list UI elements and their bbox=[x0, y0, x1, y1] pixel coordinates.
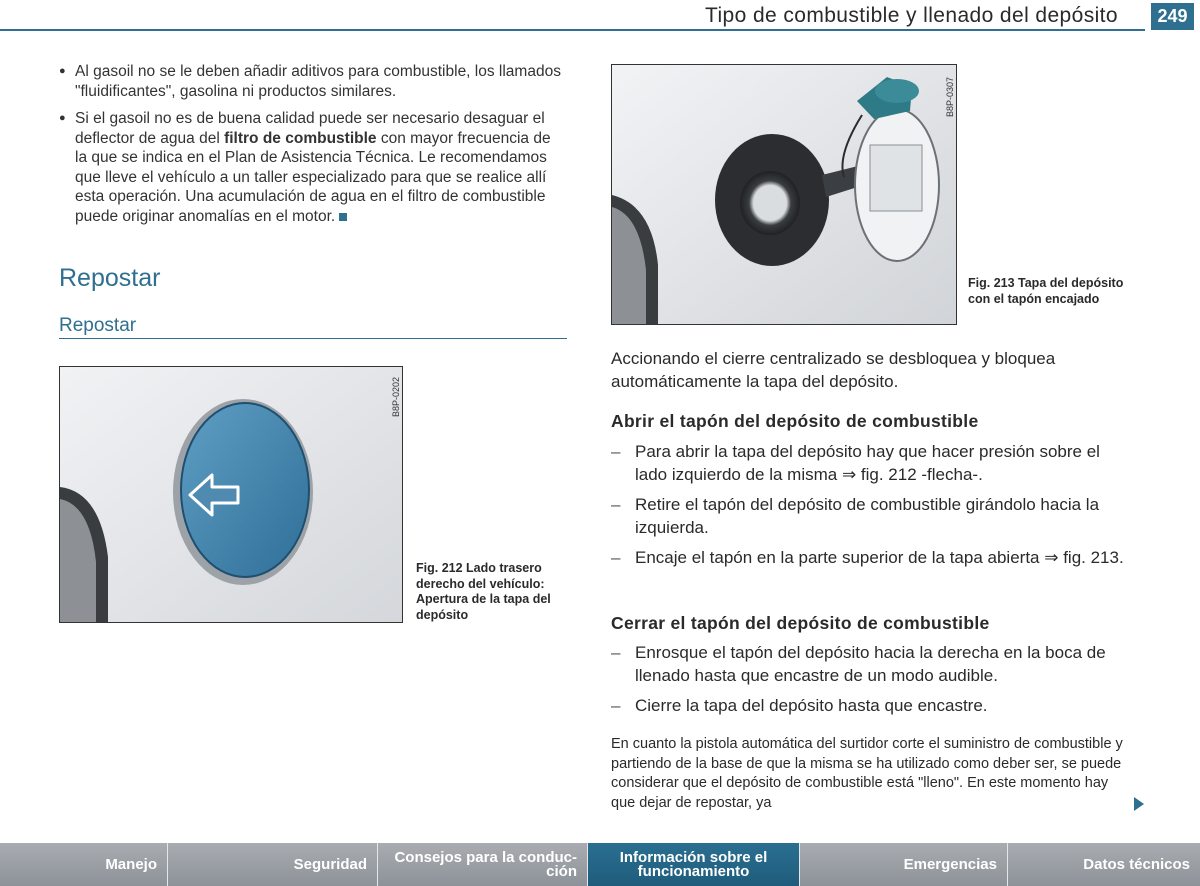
tab-label-line2: funcionamiento bbox=[637, 862, 750, 880]
tab-label: Datos técnicos bbox=[1083, 855, 1190, 873]
step-item: – Retire el tapón del depósito de combustible girándolo hacia la izquierda. bbox=[611, 493, 1131, 539]
section-end-mark bbox=[339, 213, 347, 221]
figure-code: B8P-0202 bbox=[391, 376, 401, 417]
tab-seguridad[interactable] bbox=[168, 843, 378, 886]
page-number: 249 bbox=[1151, 3, 1194, 30]
close-cap-heading: Cerrar el tapón del depósito de combustible bbox=[611, 613, 990, 633]
subsection-rule bbox=[59, 338, 567, 339]
fuel-flap-closed-illustration bbox=[60, 367, 402, 622]
page-header-title: Tipo de combustible y llenado del depósito bbox=[705, 4, 1118, 27]
open-steps-list bbox=[611, 440, 1131, 576]
final-paragraph: En cuanto la pistola automática del surtidor corte el suministro de combustible y partiendo de la base de que la misma se ha utilizado como deber ser, se puede considerar que el depósito de combustible está "lleno". En este momento hay que dejar de repostar, ya bbox=[611, 736, 1123, 811]
intro-paragraph: Accionando el cierre centralizado se desbloquea y bloquea automáticamente la tapa del depósito. bbox=[611, 349, 1056, 391]
fuel-cap-engaged-illustration bbox=[612, 65, 956, 324]
bullet-text: Al gasoil no se le deben añadir aditivos para combustible, los llamados "fluidificantes", gasolina ni productos similares. bbox=[75, 63, 561, 100]
figure-212-caption: Fig. 212 Lado trasero derecho del vehículo: Apertura de la tapa del depósito bbox=[416, 561, 551, 622]
close-steps-list bbox=[611, 641, 1131, 724]
tab-label: Emergencias bbox=[903, 855, 997, 873]
step-item: – Para abrir la tapa del depósito hay que hacer presión sobre el lado izquierdo de la misma ⇒ fig. 212 -flecha-. bbox=[611, 440, 1131, 486]
header-rule bbox=[0, 29, 1145, 31]
bullet-text: Si el gasoil no es de buena calidad puede ser necesario desaguar el deflector de agua del bbox=[75, 110, 545, 147]
figure-code: B8P-0307 bbox=[945, 76, 955, 117]
tab-informacion[interactable] bbox=[588, 843, 800, 886]
bullet-bold-term: filtro de combustible bbox=[224, 129, 377, 147]
bullet-list bbox=[59, 62, 566, 234]
chapter-nav-bar bbox=[0, 843, 1200, 886]
figure-213 bbox=[611, 64, 957, 325]
step-item: – Enrosque el tapón del depósito hacia la derecha en la boca de llenado hasta que encastre de un modo audible. bbox=[611, 641, 1131, 687]
tab-emergencias[interactable] bbox=[800, 843, 1008, 886]
tab-consejos[interactable] bbox=[378, 843, 588, 886]
tab-label: Seguridad bbox=[293, 855, 367, 873]
tab-label: Consejos para la conduc- bbox=[394, 848, 577, 866]
bullet-item bbox=[59, 109, 566, 226]
open-cap-heading: Abrir el tapón del depósito de combustible bbox=[611, 411, 979, 431]
continue-arrow-icon bbox=[1134, 797, 1144, 811]
tab-label: Información sobre el bbox=[619, 848, 768, 866]
subsection-title: Repostar bbox=[59, 315, 137, 336]
tab-manejo[interactable] bbox=[0, 843, 168, 886]
tab-label-line2: ción bbox=[546, 862, 577, 880]
bullet-item bbox=[59, 62, 566, 101]
figure-212 bbox=[59, 366, 403, 623]
tab-datos-tecnicos[interactable] bbox=[1008, 843, 1200, 886]
bullet-text: con mayor frecuencia de la que se indica en el Plan de Asistencia Técnica. Le recomendamos que lleve el vehículo a un taller especializado para que se realice allí esta operación. Una acumulación de agua en el filtro de combustible puede originar anomalías en el motor. bbox=[75, 129, 551, 225]
tab-label: Manejo bbox=[105, 855, 157, 873]
section-title: Repostar bbox=[59, 264, 161, 292]
step-item: – Cierre la tapa del depósito hasta que encastre. bbox=[611, 694, 1131, 717]
figure-213-caption: Fig. 213 Tapa del depósito con el tapón encajado bbox=[968, 276, 1124, 306]
step-item: – Encaje el tapón en la parte superior de la tapa abierta ⇒ fig. 213. bbox=[611, 546, 1131, 569]
